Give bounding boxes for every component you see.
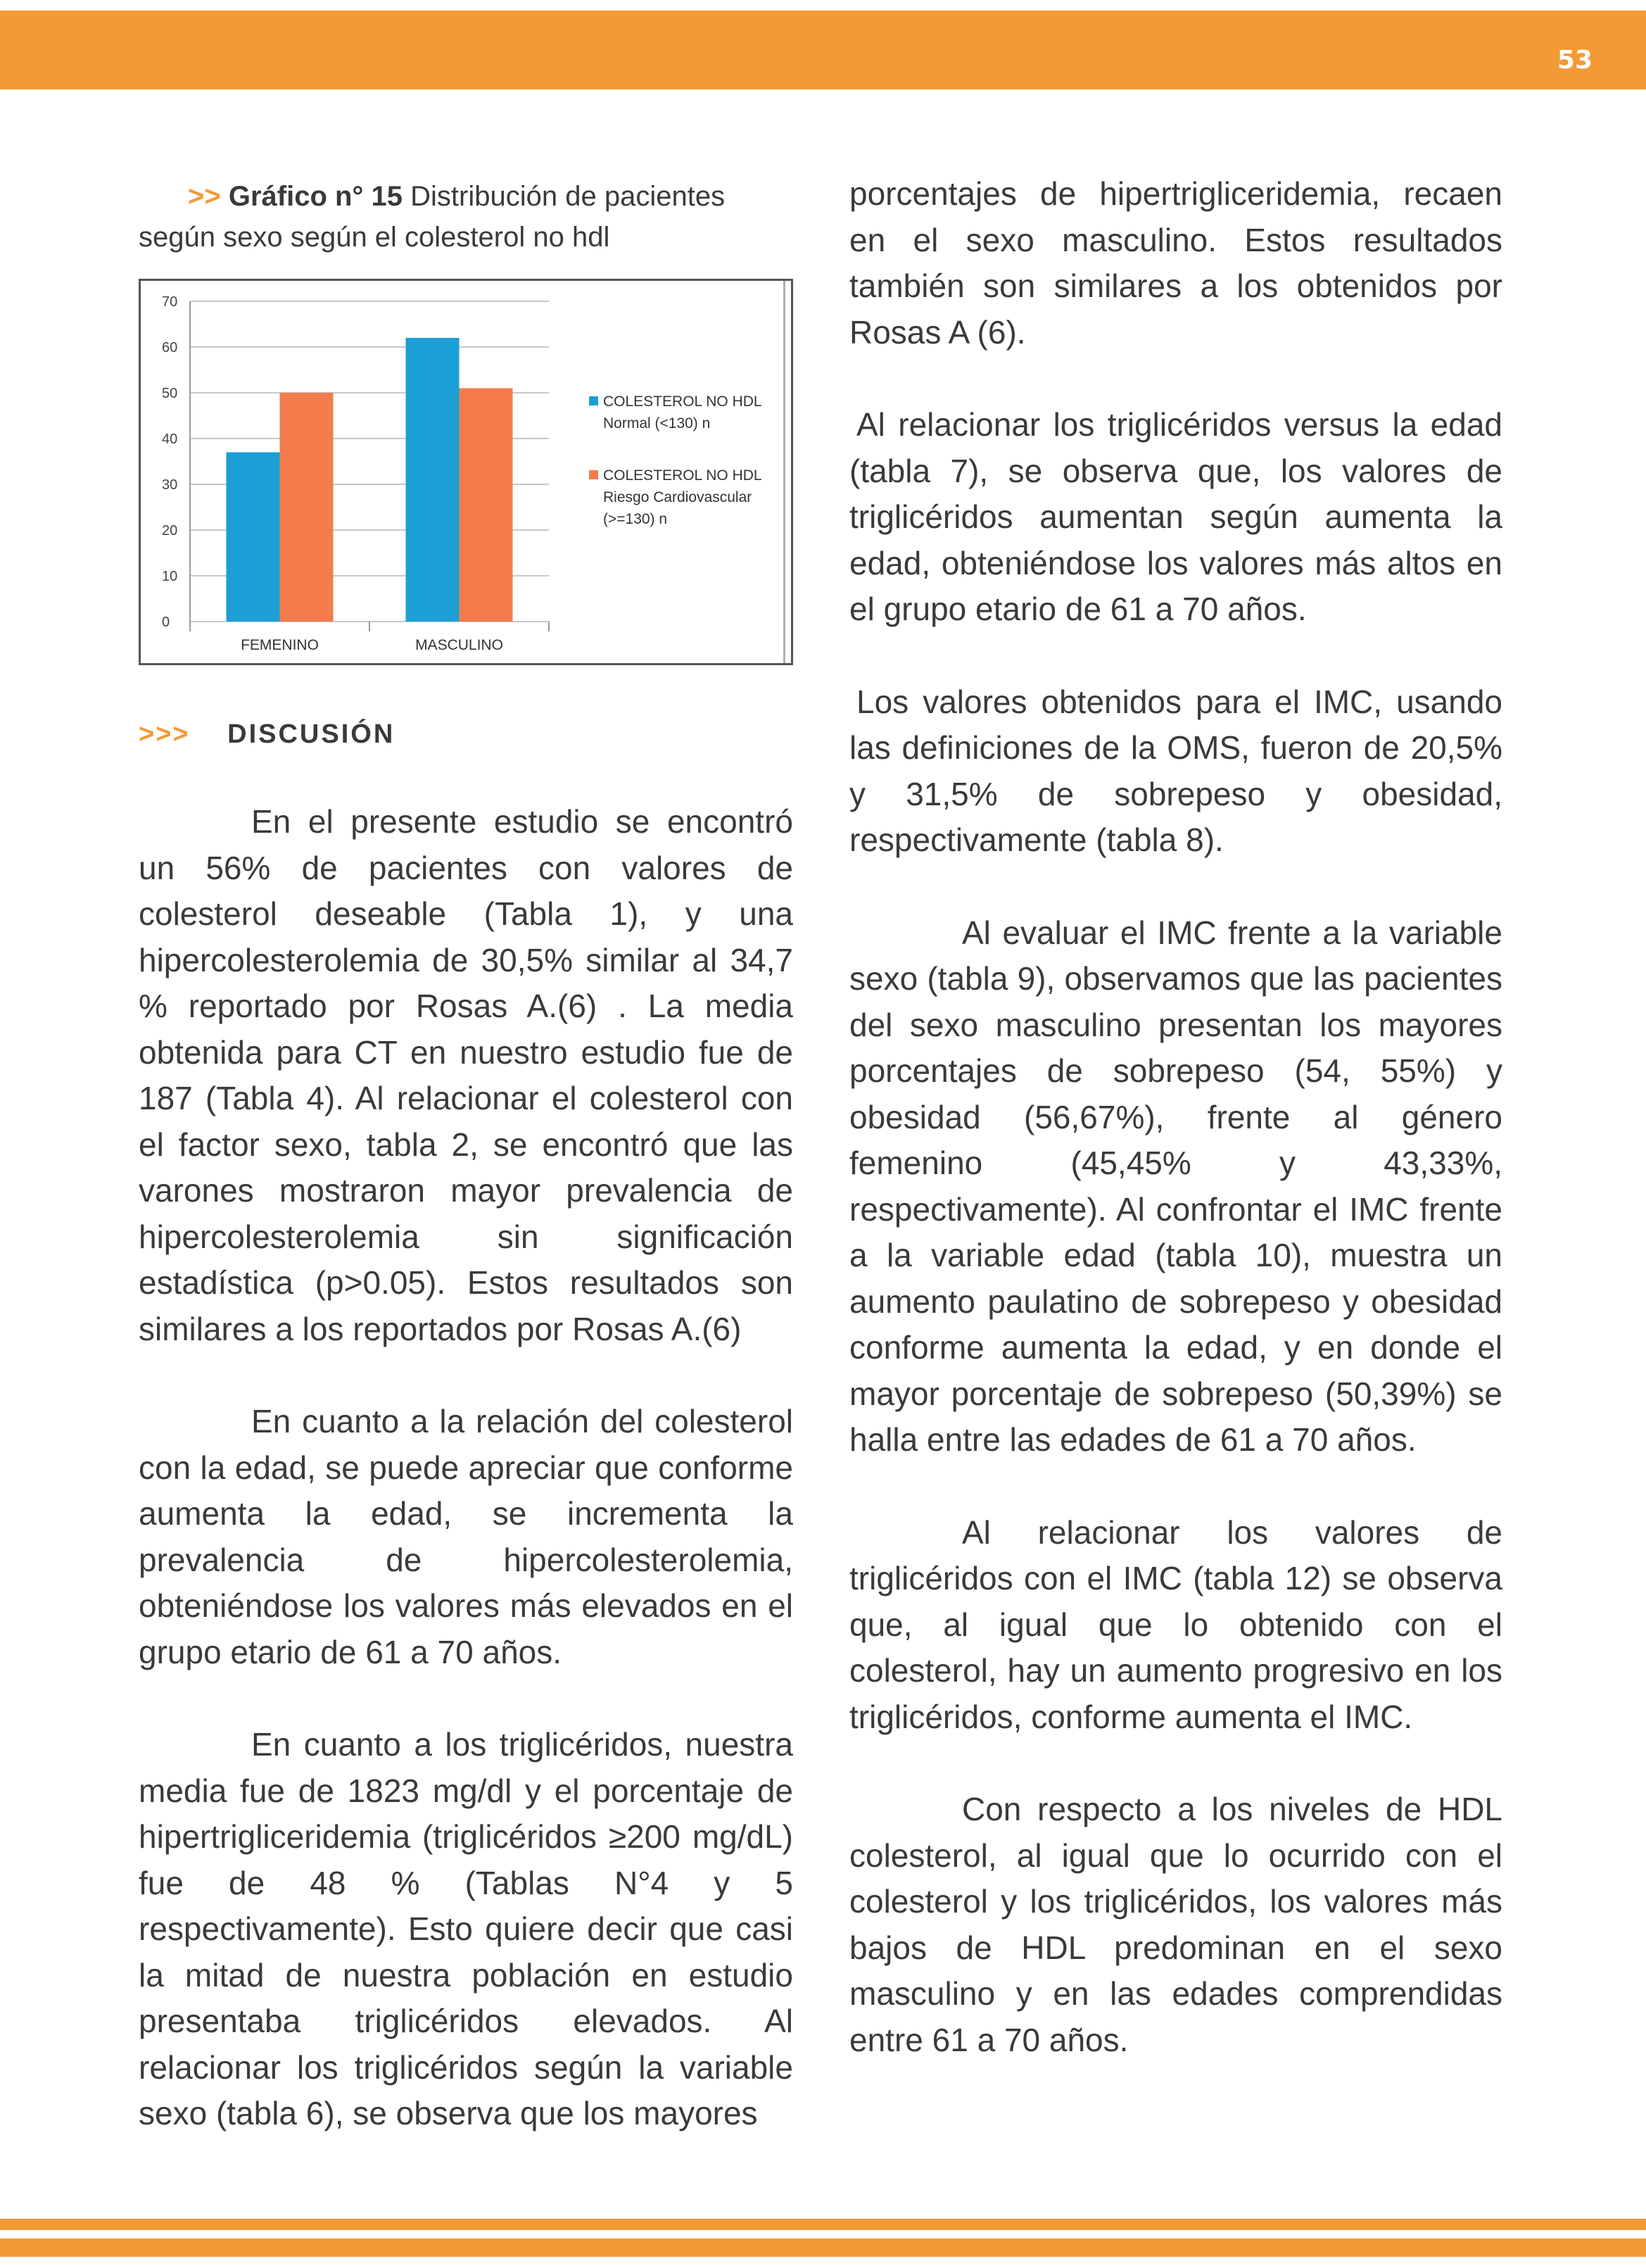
- y-tick-label: 50: [162, 386, 178, 401]
- paragraph: Al relacionar los valores de triglicéridos con el IMC (tabla 12) se observa que, al igual que lo obtenido con el colesterol, hay un aumento progresivo en los triglicéridos, conforme aumenta el IMC.: [849, 1513, 1502, 1735]
- bar: [460, 389, 513, 622]
- x-tick-label: MASCULINO: [415, 637, 503, 653]
- figure-caption: [139, 176, 793, 258]
- footer-stripe: [0, 2238, 1646, 2257]
- legend-label: COLESTEROL NO HDL: [603, 467, 762, 484]
- bar: [227, 453, 280, 622]
- paragraph: En el presente estudio se encontró un 56% de pacientes con valores de colesterol deseable (Tabla 1), y una hipercolesterolemia de 30,5% similar al 34,7 % reportado por Rosas A.(6) . La media obtenida para CT en nuestro estudio fue de 187 (Tabla 4). Al relacionar el colesterol con el factor sexo, tabla 2, se encontró que las varones mostraron mayor prevalencia de hipercolesterolemia sin significación estadística (p>0.05). Estos resultados son similares a los reportados por Rosas A.(6): [139, 803, 793, 1347]
- y-tick-label: 10: [162, 569, 178, 584]
- section-arrows: >>>: [139, 719, 190, 749]
- y-tick-label: 0: [162, 615, 170, 630]
- paragraph: porcentajes de hipertrigliceridemia, recaen en el sexo masculino. Estos resultados también son similares a los obtenidos por Rosas A (6).: [849, 175, 1502, 351]
- bar-chart: [139, 279, 793, 665]
- page-number: 53: [1557, 46, 1593, 75]
- legend-swatch: [589, 396, 598, 405]
- chart-canvas: [141, 281, 791, 663]
- paragraph: Al evaluar el IMC frente a la variable sexo (tabla 9), observamos que las pacientes del sexo masculino presentan los mayores porcentajes de sobrepeso (54, 55%) y obesidad (56,67%), frente al género femenino (45,45% y 43,33%, respectivamente). Al confrontar el IMC frente a la variable edad (tabla 10), muestra un aumento paulatino de sobrepeso y obesidad conforme aumenta la edad, y en donde el mayor porcentaje de sobrepeso (50,39%) se halla entre las edades de 61 a 70 años.: [849, 914, 1502, 1458]
- paragraph: Al relacionar los triglicéridos versus la edad (tabla 7), se observa que, los valores de triglicéridos aumentan según aumenta la edad, obteniéndose los valores más altos en el grupo etario de 61 a 70 años.: [849, 406, 1502, 627]
- figure-caption-text: Distribución de pacientes según sexo según el colesterol no hdl: [139, 181, 726, 253]
- y-tick-label: 20: [162, 523, 178, 538]
- right-column: [849, 171, 1502, 2063]
- paragraph: Los valores obtenidos para el IMC, usando las definiciones de la OMS, fueron de 20,5% y 31,5% de sobrepeso y obesidad, respectivamente (tabla 8).: [849, 683, 1502, 858]
- figure-label: Gráfico n° 15: [228, 181, 403, 212]
- paragraph: En cuanto a la relación del colesterol con la edad, se puede apreciar que conforme aumenta la edad, se incrementa la prevalencia de hipercolesterolemia, obteniéndose los valores más elevados en el grupo etario de 61 a 70 años.: [139, 1403, 793, 1670]
- legend-swatch: [589, 470, 598, 479]
- header-bar: [0, 11, 1646, 89]
- x-tick-label: FEMENINO: [241, 637, 319, 653]
- legend-label: Riesgo Cardiovascular: [603, 489, 752, 505]
- paragraph: En cuanto a los triglicéridos, nuestra media fue de 1823 mg/dl y el porcentaje de hipertrigliceridemia (triglicéridos ≥200 mg/dL) fue de 48 % (Tablas N°4 y 5 respectivamente). Esto quiere decir que casi la mitad de nuestra población en estudio presentaba triglicéridos elevados. Al relacionar los triglicéridos según la variable sexo (tabla 6), se observa que los mayores: [139, 1726, 793, 2131]
- y-tick-label: 70: [162, 294, 178, 310]
- section-title: DISCUSIÓN: [227, 719, 395, 749]
- caption-arrows: >>: [188, 181, 221, 212]
- bar: [406, 338, 460, 622]
- footer-stripe: [0, 2219, 1646, 2230]
- legend-label: Normal (<130) n: [603, 415, 711, 431]
- legend-label: COLESTEROL NO HDL: [603, 393, 762, 410]
- left-column: [139, 799, 793, 2137]
- paragraph: Con respecto a los niveles de HDL colesterol, al igual que lo ocurrido con el colesterol y los triglicéridos, los valores más bajos de HDL predominan en el sexo masculino y en las edades comprendidas entre 61 a 70 años.: [849, 1791, 1502, 2058]
- y-tick-label: 40: [162, 431, 178, 447]
- y-tick-label: 60: [162, 340, 178, 355]
- section-heading: [139, 719, 395, 750]
- bar: [280, 393, 334, 622]
- legend-label: (>=130) n: [603, 511, 668, 527]
- y-tick-label: 30: [162, 477, 178, 493]
